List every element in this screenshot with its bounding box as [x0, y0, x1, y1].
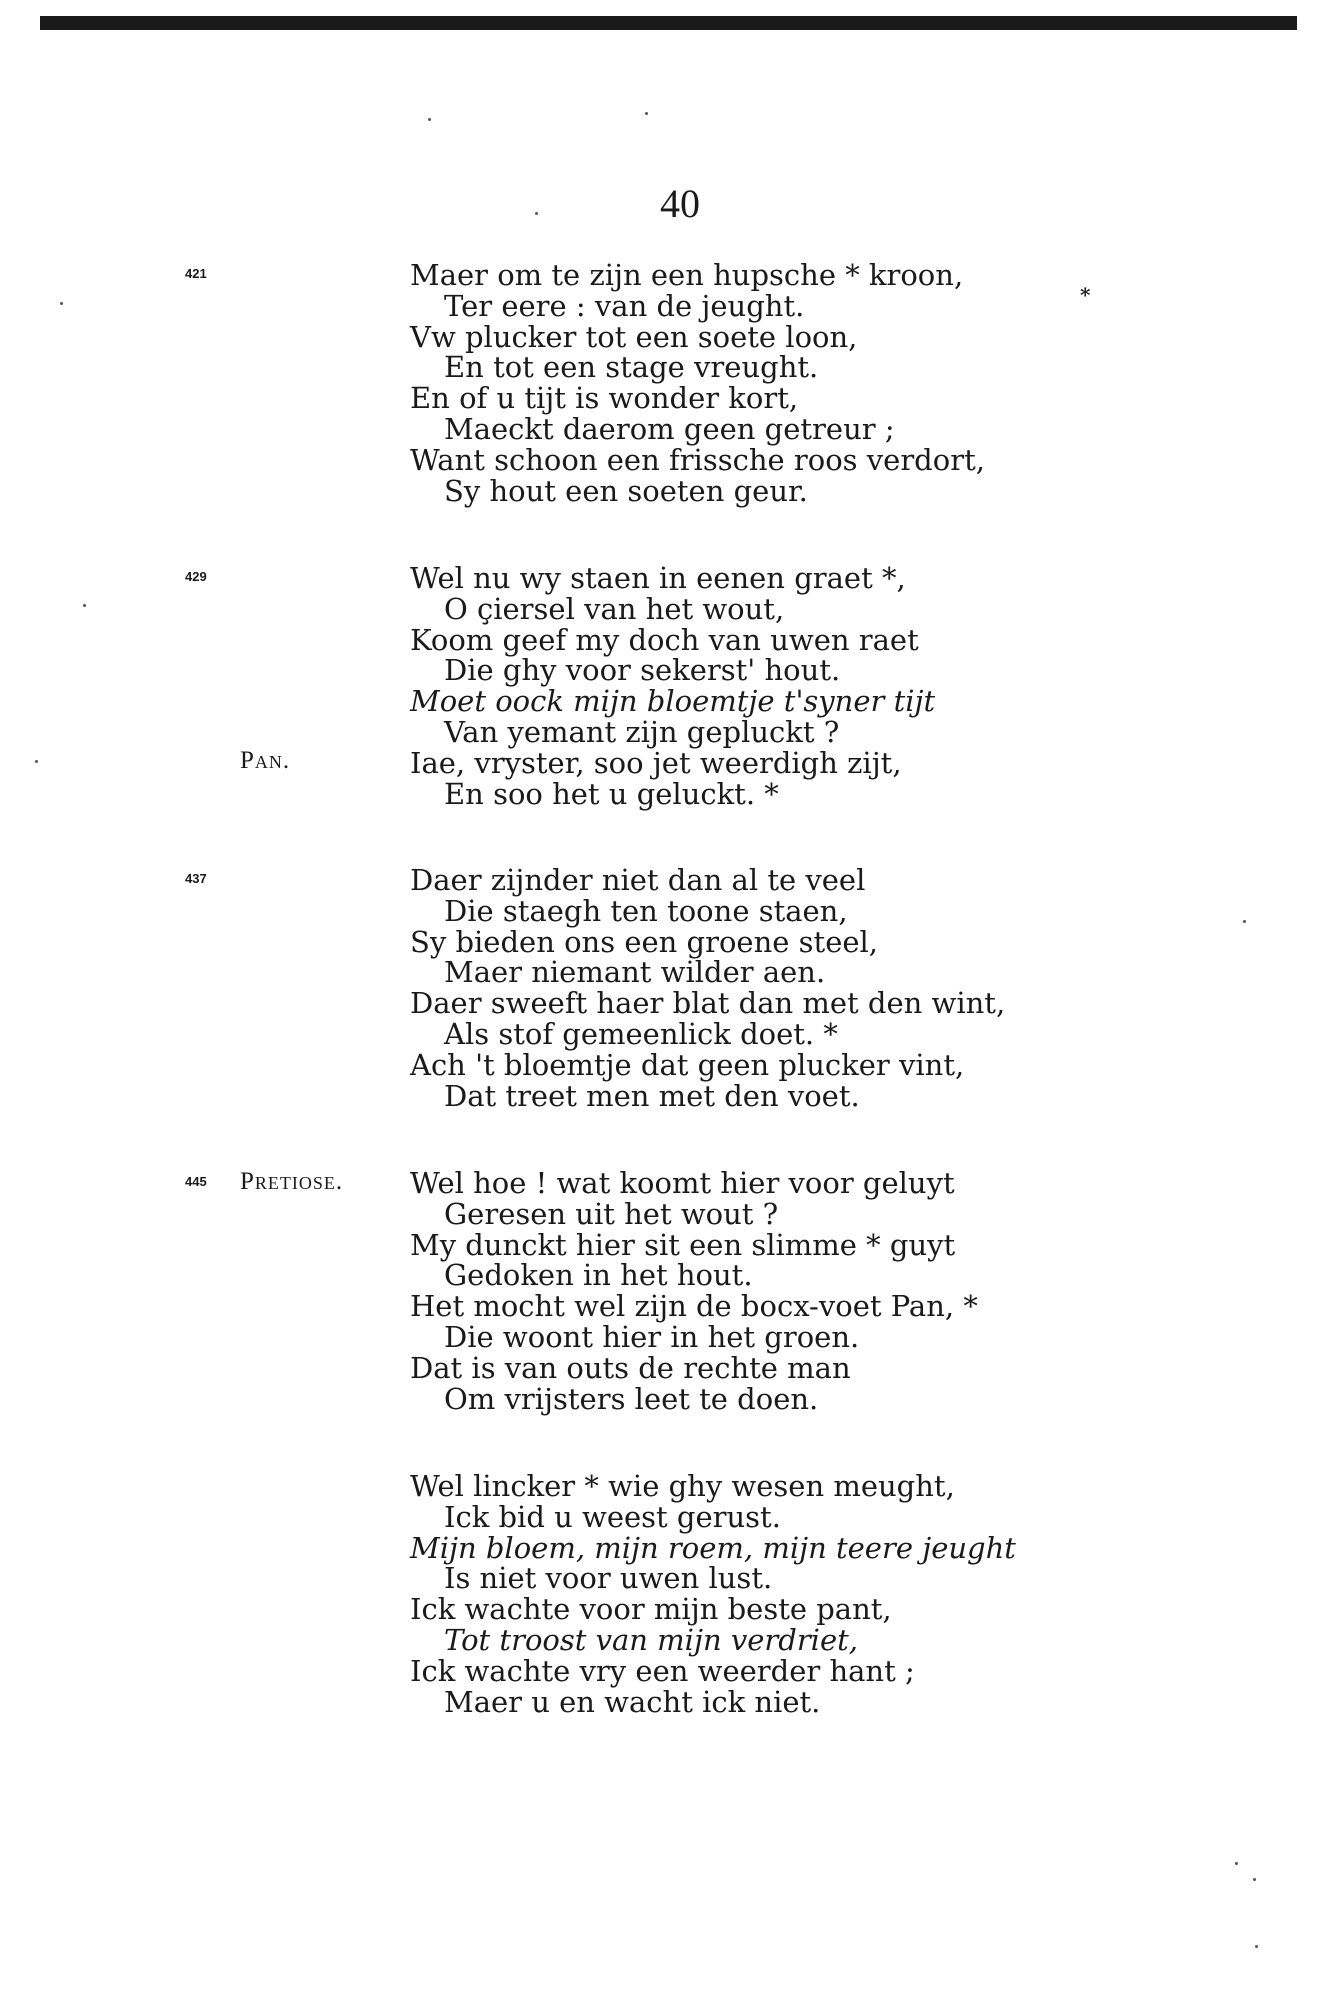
verse-line: Koom geef my doch van uwen raet — [410, 622, 919, 657]
verse-line: Moet oock mijn bloemtje t'syner tijt — [410, 684, 936, 719]
line-number: 429 — [185, 569, 207, 584]
verse-line: Maer u en wacht ick niet. — [444, 1684, 821, 1719]
scan-speck — [1243, 920, 1246, 923]
verse-line: Is niet voor uwen lust. — [444, 1561, 773, 1596]
verse-line: Wel nu wy staen in eenen graet *, — [410, 561, 906, 595]
scan-speck — [645, 112, 648, 115]
verse-line: Als stof gemeenlick doet. * — [444, 1016, 838, 1051]
verse-line: Ach 't bloemtje dat geen plucker vint, — [410, 1047, 965, 1082]
verse-line: Die ghy voor sekerst' hout. — [444, 653, 841, 688]
verse-line: My dunckt hier sit een slimme * guyt — [410, 1227, 956, 1262]
stanza-lines — [410, 1471, 1016, 1717]
margin-asterisk: * — [1080, 283, 1091, 307]
verse-line: En of u tijt is wonder kort, — [410, 381, 799, 416]
line-number: 421 — [185, 266, 207, 281]
speaker-name: Pretiose. — [240, 1168, 344, 1195]
verse-line: Het mocht wel zijn de bocx-voet Pan, * — [410, 1289, 978, 1324]
page-number: 40 — [660, 181, 700, 226]
scan-speck — [35, 760, 38, 763]
verse-line: Want schoon een frissche roos verdort, — [410, 442, 985, 477]
stanza-lines — [410, 1168, 978, 1414]
verse-line: Ter eere : van de jeught. — [444, 288, 805, 323]
verse-line: Maer niemant wilder aen. — [444, 955, 826, 990]
verse-line: Mijn bloem, mijn roem, mijn teere jeught — [410, 1530, 1016, 1565]
speaker-name: Pan. — [240, 747, 291, 774]
stanza-lines — [410, 260, 985, 506]
verse-line: En tot een stage vreught. — [444, 350, 819, 385]
scan-speck — [535, 212, 538, 215]
verse-line: Sy hout een soeten geur. — [444, 473, 808, 508]
verse-line: Daer sweeft haer blat dan met den wint, — [410, 986, 1006, 1021]
verse-line: Dat is van outs de rechte man — [410, 1350, 851, 1385]
verse-line: Dat treet men met den voet. — [444, 1078, 860, 1113]
verse-line: Om vrijsters leet te doen. — [444, 1381, 819, 1416]
scan-speck — [1235, 1862, 1238, 1865]
verse-line: Ick wachte vry een weerder hant ; — [410, 1653, 915, 1688]
verse-line: Tot troost van mijn verdriet, — [444, 1622, 858, 1657]
verse-line: Ick wachte voor mijn beste pant, — [410, 1592, 892, 1627]
verse-line: Wel lincker * wie ghy wesen meught, — [410, 1469, 955, 1503]
top-rule — [40, 16, 1297, 30]
verse-line: Die staegh ten toone staen, — [444, 893, 848, 928]
verse-line: Daer zijnder niet dan al te veel — [410, 863, 866, 897]
scan-speck — [428, 118, 431, 121]
verse-line: Maeckt daerom geen getreur ; — [444, 411, 895, 446]
verse-line: O çiersel van het wout, — [444, 591, 785, 626]
scan-speck — [83, 604, 86, 607]
verse-line: Gedoken in het hout. — [444, 1258, 753, 1293]
verse-line: Ick bid u weest gerust. — [444, 1499, 781, 1534]
verse-line: Die woont hier in het groen. — [444, 1319, 860, 1354]
line-number: 445 — [185, 1174, 207, 1189]
verse-line: En soo het u geluckt. * — [444, 776, 779, 811]
verse-line: Sy bieden ons een groene steel, — [410, 924, 879, 959]
verse-line: Geresen uit het wout ? — [444, 1196, 779, 1231]
scan-speck — [1253, 1878, 1256, 1881]
verse-line: Vw plucker tot een soete loon, — [410, 319, 858, 354]
verse-line: Wel hoe ! wat koomt hier voor geluyt — [410, 1166, 955, 1200]
stanza-lines — [410, 865, 1005, 1111]
verse-line: Maer om te zijn een hupsche * kroon, — [410, 258, 964, 292]
line-number: 437 — [185, 871, 207, 886]
verse-line: Iae, vryster, soo jet weerdigh zijt, — [410, 745, 902, 780]
scan-speck — [1255, 1945, 1258, 1948]
stanza-lines — [410, 563, 935, 809]
verse-line: Van yemant zijn gepluckt ? — [444, 714, 840, 749]
scan-speck — [60, 302, 63, 305]
